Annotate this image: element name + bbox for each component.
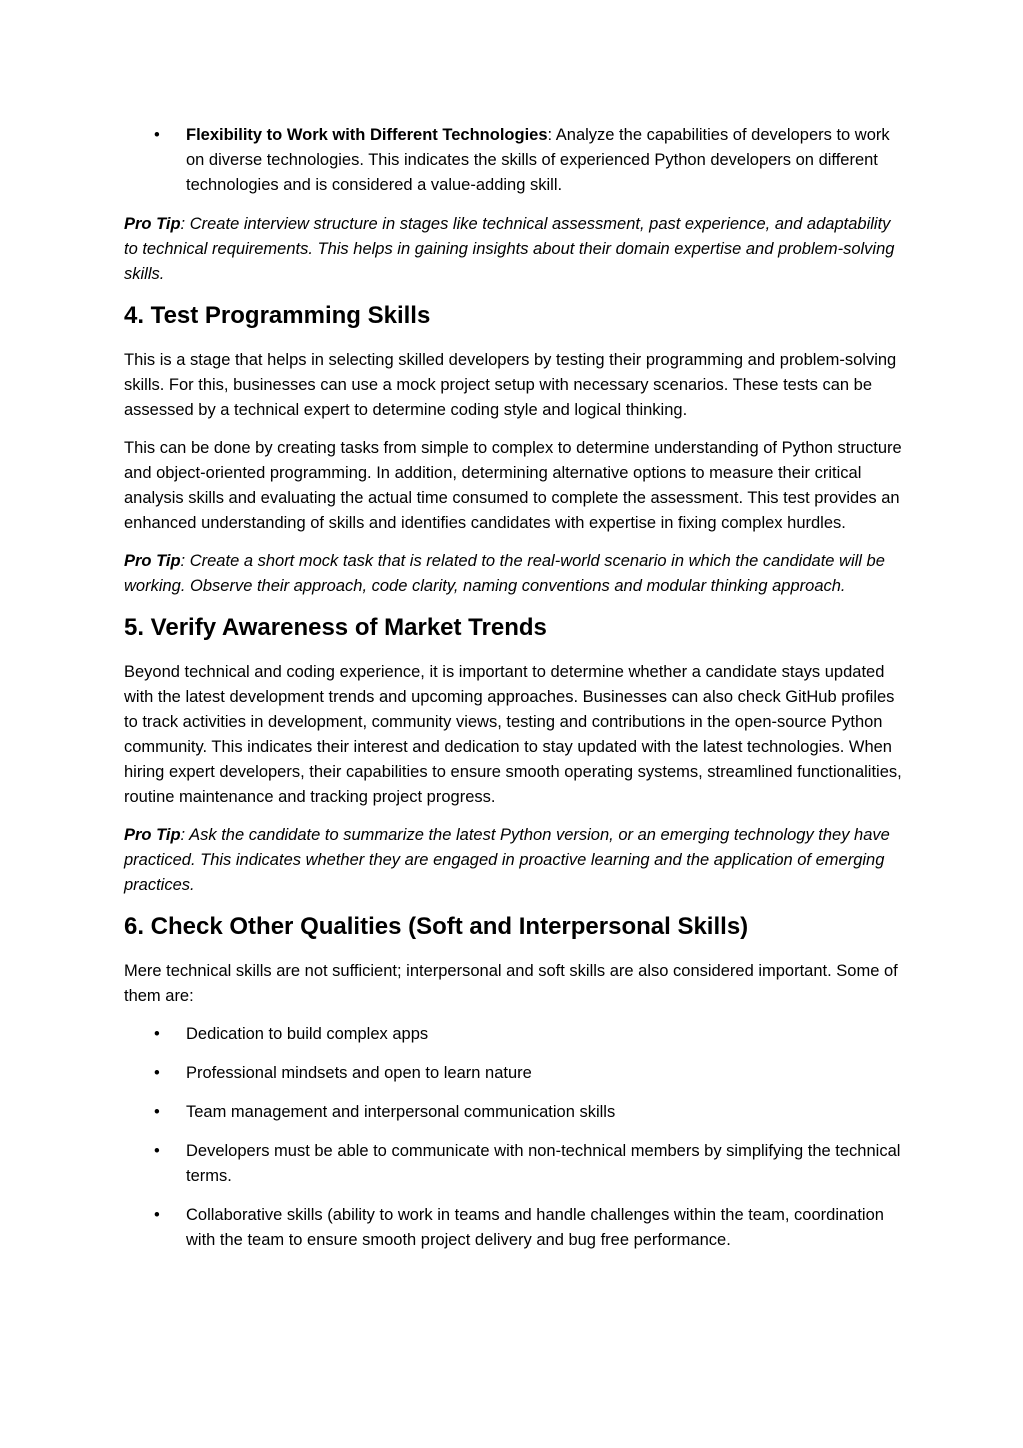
- bullet-icon: •: [154, 1025, 160, 1043]
- list-item: [124, 123, 904, 198]
- top-bullet-list: [124, 123, 904, 198]
- list-item-text: Collaborative skills (ability to work in teams and handle challenges within the team, coordination with the team to ensure smooth project delivery and bug free performance.: [186, 1206, 884, 1249]
- paragraph: This can be done by creating tasks from simple to complex to determine understanding of Python structure and object-oriented programming. In addition, determining alternative options to measure their critical analysis skills and evaluating the actual time consumed to complete the assessment. This test provides an enhanced understanding of skills and identifies candidates with expertise in fixing complex hurdles.: [124, 439, 902, 532]
- list-item: [124, 1100, 904, 1125]
- list-item: [124, 1022, 904, 1047]
- paragraph: Beyond technical and coding experience, it is important to determine whether a candidate stays updated with the latest development trends and upcoming approaches. Businesses can also check GitHub profiles to track activities in development, community views, testing and contributions in the open-source Python community. This indicates their interest and dedication to stay updated with the latest technologies. When hiring expert developers, their capabilities to ensure smooth operating systems, streamlined functionalities, routine maintenance and tracking project progress.: [124, 663, 902, 806]
- qualities-list: [124, 1022, 904, 1253]
- list-item-title: Flexibility to Work with Different Technologies: [186, 126, 548, 144]
- list-item-text: Team management and interpersonal communication skills: [186, 1103, 616, 1121]
- pro-tip-label: Pro Tip: [124, 552, 181, 570]
- pro-tip-label: Pro Tip: [124, 826, 181, 844]
- pro-tip: [124, 212, 904, 287]
- pro-tip-text: : Create interview structure in stages like technical assessment, past experience, and adaptability to technical requirements. This helps in gaining insights about their domain expertise and problem-solving skills.: [124, 215, 895, 283]
- section-heading: 5. Verify Awareness of Market Trends: [124, 614, 547, 641]
- pro-tip: [124, 549, 904, 599]
- pro-tip-text: : Ask the candidate to summarize the latest Python version, or an emerging technology they have practiced. This indicates whether they are engaged in proactive learning and the application of emerging practices.: [124, 826, 890, 894]
- list-item: [124, 1139, 904, 1189]
- list-item: [124, 1203, 904, 1253]
- bullet-icon: •: [154, 1206, 160, 1224]
- bullet-icon: •: [154, 126, 160, 144]
- list-item-text: : Analyze the capabilities of developers to work on diverse technologies. This indicates the skills of experienced Python developers on different technologies and is considered a value-adding skill.: [186, 126, 890, 194]
- list-item-text: Professional mindsets and open to learn nature: [186, 1064, 532, 1082]
- bullet-icon: •: [154, 1103, 160, 1121]
- bullet-icon: •: [154, 1064, 160, 1082]
- document-page: [124, 123, 904, 1267]
- paragraph: Mere technical skills are not sufficient; interpersonal and soft skills are also considered important. Some of them are:: [124, 962, 898, 1005]
- section-heading: 4. Test Programming Skills: [124, 302, 431, 329]
- list-item: [124, 1061, 904, 1086]
- section-heading: 6. Check Other Qualities (Soft and Interpersonal Skills): [124, 913, 749, 940]
- pro-tip: [124, 823, 904, 898]
- bullet-icon: •: [154, 1142, 160, 1160]
- list-item-text: Developers must be able to communicate with non-technical members by simplifying the technical terms.: [186, 1142, 901, 1185]
- paragraph: This is a stage that helps in selecting skilled developers by testing their programming and problem-solving skills. For this, businesses can use a mock project setup with necessary scenarios. These tests can be assessed by a technical expert to determine coding style and logical thinking.: [124, 351, 897, 419]
- list-item-text: Dedication to build complex apps: [186, 1025, 429, 1043]
- pro-tip-label: Pro Tip: [124, 215, 181, 233]
- pro-tip-text: : Create a short mock task that is related to the real-world scenario in which the candidate will be working. Observe their approach, code clarity, naming conventions and modular thinking approach.: [124, 552, 885, 595]
